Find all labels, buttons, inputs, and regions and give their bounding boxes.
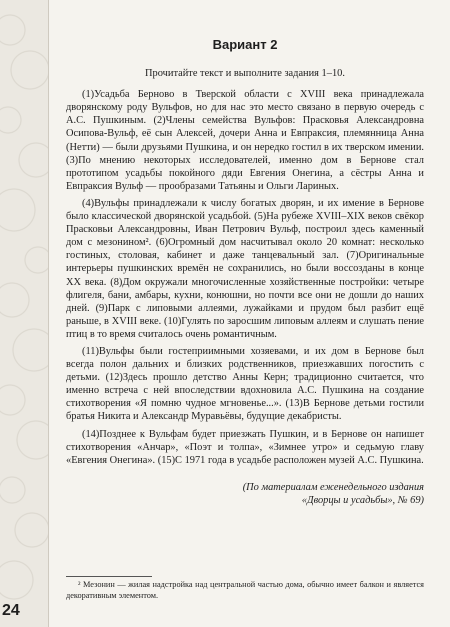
margin-divider <box>48 0 49 627</box>
variant-title: Вариант 2 <box>212 37 278 52</box>
page-number: 24 <box>2 602 20 619</box>
source-line-1: (По материалам еженедельного издания <box>242 481 424 493</box>
paragraph-2: (4)Вульфы принадлежали к числу богатых дворян, и их имение в Бернове было классической дворянской усадьбой. (5)На рубеже XVIII–XIX веков свёкор Прасковьи Александровны, Иван Петрович Вульф, построил здесь каменный дом с мезонином². (6)Огромный дом насчитывал около 20 комнат: несколько гостиных, столовая, кабинет и даже танцевальный зал. (7)Оригинальные интерьеры пушкинских времён не сохранились, но были воссозданы в конце XX века. (8)Дом окружали многочисленные хозяйственные постройки: четыре флигеля, бани, амбары, кухни, конюшни, но почти все они не дошли до наших дней. (9)Парк с липовыми аллеями, лужайками и прудом был разбит ещё раньше, в XVIII веке. (10)Гулять по заросшим липовым аллеям и слушать пение птиц в то время считалось очень романтичным. <box>66 197 424 340</box>
source-citation <box>66 481 424 507</box>
page-content <box>66 38 424 507</box>
paragraph-3: (11)Вульфы были гостеприимными хозяевами, и их дом в Бернове был всегда полон дальних и близких родственников, приезжавших погостить с детьми. (12)Здесь прошло детство Анны Керн; традиционно считается, что именно встреча с ней впоследствии вдохновила А.С. Пушкина на создание стихотворения «Я помню чудное мгновенье...». (13)В Бернове детьми гостили братья Никита и Александр Муравьёвы, будущие декабристы. <box>66 345 424 423</box>
task-instruction: Прочитайте текст и выполните задания 1–10. <box>145 68 345 80</box>
decorative-side-ornament <box>0 0 48 627</box>
paragraph-1: (1)Усадьба Берново в Тверской области с XVIII века принадлежала дворянскому роду Вульфов, но для нас это место связано в первую очередь с А.С. Пушкиным. (2)Члены семейства Вульфов: Прасковья Александровна Осипова-Вульф, её сын Алексей, дочери Анна и Евпраксия, племянница Анна (Нетти) — были друзьями Пушкина, и он нередко гостил в их тверском имении. (3)По мнению некоторых исследователей, именно дом в Бернове стал прототипом усадьбы покойного дяди Евгения Онегина, а сёстры Анна и Евпраксия Вульф — прообразами Татьяны и Ольги Лариных. <box>66 89 424 192</box>
footnote-divider <box>66 576 152 577</box>
footnote: ² Мезонин — жилая надстройка над центральной частью дома, обычно имеет балкон и является декоративным элементом. <box>66 580 424 600</box>
source-line-2: «Дворцы и усадьбы», № 69) <box>301 494 424 506</box>
paragraph-4: (14)Позднее к Вульфам будет приезжать Пушкин, и в Бернове он напишет стихотворения «Анчар», «Поэт и толпа», «Зимнее утро» и седьмую главу «Евгения Онегина». (15)С 1971 года в усадьбе расположен музей А.С. Пушкина. <box>66 428 424 466</box>
